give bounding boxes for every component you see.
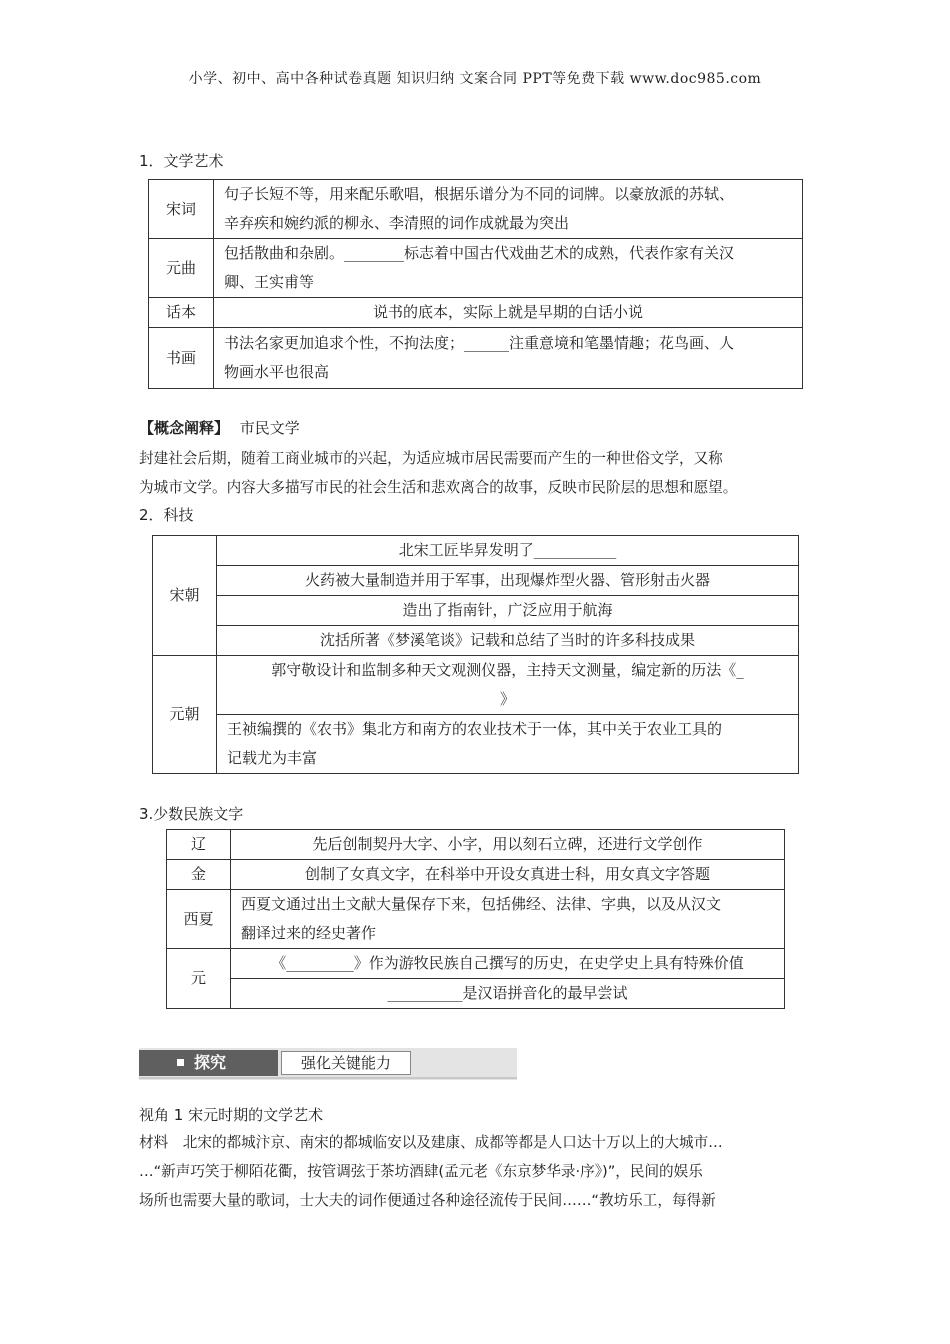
yuan-script-item: __________是汉语拼音化的最早尝试 <box>231 979 785 1009</box>
row-text-shuhua: 书法名家更加追求个性，不拘法度；______注重意境和笔墨情趣；花鸟画、人 物画水平也很高 <box>214 328 803 389</box>
row-text-xixia: 西夏文通过出土文献大量保存下来，包括佛经、法律、字典，以及从汉文 翻译过来的经史著作 <box>231 890 785 949</box>
row-key-yuanqu: 元曲 <box>149 239 214 298</box>
concept-term: 市民文学 <box>239 419 300 437</box>
literature-table <box>148 179 803 389</box>
table-row <box>153 566 799 596</box>
row-key-huaben: 话本 <box>149 298 214 328</box>
row-key-songci: 宋词 <box>149 180 214 239</box>
table-row <box>167 979 785 1009</box>
table-row <box>149 298 803 328</box>
row-key-jin: 金 <box>167 860 231 890</box>
row-text-songci: 句子长短不等，用来配乐歌唱，根据乐谱分为不同的词牌。以豪放派的苏轼、 辛弃疾和婉约派的柳永、李清照的词作成就最为突出 <box>214 180 803 239</box>
square-bullet-icon <box>177 1059 184 1066</box>
section-title-literature: 1．文学艺术 <box>139 152 224 170</box>
science-table <box>152 535 799 774</box>
table-row <box>153 656 799 715</box>
material-text: 材料 北宋的都城汴京、南宋的都城临安以及建康、成都等都是人口达十万以上的大城市… …“新声巧笑于柳陌花衢，按管调弦于茶坊酒肆(孟元老《东京梦华录·序》)”，民间的娱乐 场所也需要大量的歌词，士大夫的词作便通过各种途径流传于民间……“教坊乐工，每得新 <box>139 1134 723 1209</box>
banner-explore-tag: 探究 <box>139 1050 278 1076</box>
song-item: 造出了指南针，广泛应用于航海 <box>217 596 799 626</box>
row-key-yuan-science: 元朝 <box>153 656 217 774</box>
banner-underline <box>139 1077 517 1079</box>
table-row <box>149 239 803 298</box>
table-row <box>167 890 785 949</box>
row-key-shuhua: 书画 <box>149 328 214 389</box>
table-row <box>153 626 799 656</box>
section-title-scripts: 3.少数民族文字 <box>139 805 244 823</box>
row-text-yuanqu: 包括散曲和杂剧。________标志着中国古代戏曲艺术的成熟，代表作家有关汉 卿、王实甫等 <box>214 239 803 298</box>
table-row <box>153 715 799 774</box>
row-text-huaben: 说书的底本，实际上就是早期的白话小说 <box>214 298 803 328</box>
perspective-title: 视角 1 宋元时期的文学艺术 <box>139 1106 324 1124</box>
row-key-xixia: 西夏 <box>167 890 231 949</box>
song-item: 北宋工匠毕昇发明了___________ <box>217 536 799 566</box>
yuan-item: 郭守敬设计和监制多种天文观测仪器，主持天文测量，编定新的历法《_ 》 <box>217 656 799 715</box>
table-row <box>167 949 785 979</box>
banner-subtitle: 强化关键能力 <box>281 1051 411 1075</box>
row-key-yuan-scripts: 元 <box>167 949 231 1009</box>
song-item: 火药被大量制造并用于军事，出现爆炸型火器、管形射击火器 <box>217 566 799 596</box>
concept-heading <box>139 414 300 443</box>
yuan-script-item: 《_________》作为游牧民族自己撰写的历史，在史学史上具有特殊价值 <box>231 949 785 979</box>
row-key-song: 宋朝 <box>153 536 217 656</box>
section-title-science: 2．科技 <box>139 506 194 524</box>
table-row <box>153 536 799 566</box>
table-row <box>153 596 799 626</box>
page-header: 小学、初中、高中各种试卷真题 知识归纳 文案合同 PPT等免费下载 www.doc985.com <box>188 71 762 87</box>
row-text-jin: 创制了女真文字，在科举中开设女真进士科，用女真文字答题 <box>231 860 785 890</box>
yuan-item: 王祯编撰的《农书》集北方和南方的农业技术于一体，其中关于农业工具的 记载尤为丰富 <box>217 715 799 774</box>
explore-banner <box>139 1048 517 1080</box>
table-row <box>167 830 785 860</box>
song-item: 沈括所著《梦溪笔谈》记载和总结了当时的许多科技成果 <box>217 626 799 656</box>
table-row <box>167 860 785 890</box>
concept-text: 封建社会后期，随着工商业城市的兴起，为适应城市居民需要而产生的一种世俗文学，又称 为城市文学。内容大多描写市民的社会生活和悲欢离合的故事，反映市民阶层的思想和愿望。 <box>139 450 738 496</box>
row-text-liao: 先后创制契丹大字、小字，用以刻石立碑，还进行文学创作 <box>231 830 785 860</box>
scripts-table <box>166 829 785 1009</box>
table-row <box>149 328 803 389</box>
table-row <box>149 180 803 239</box>
row-key-liao: 辽 <box>167 830 231 860</box>
concept-label: 【概念阐释】 <box>139 419 230 437</box>
